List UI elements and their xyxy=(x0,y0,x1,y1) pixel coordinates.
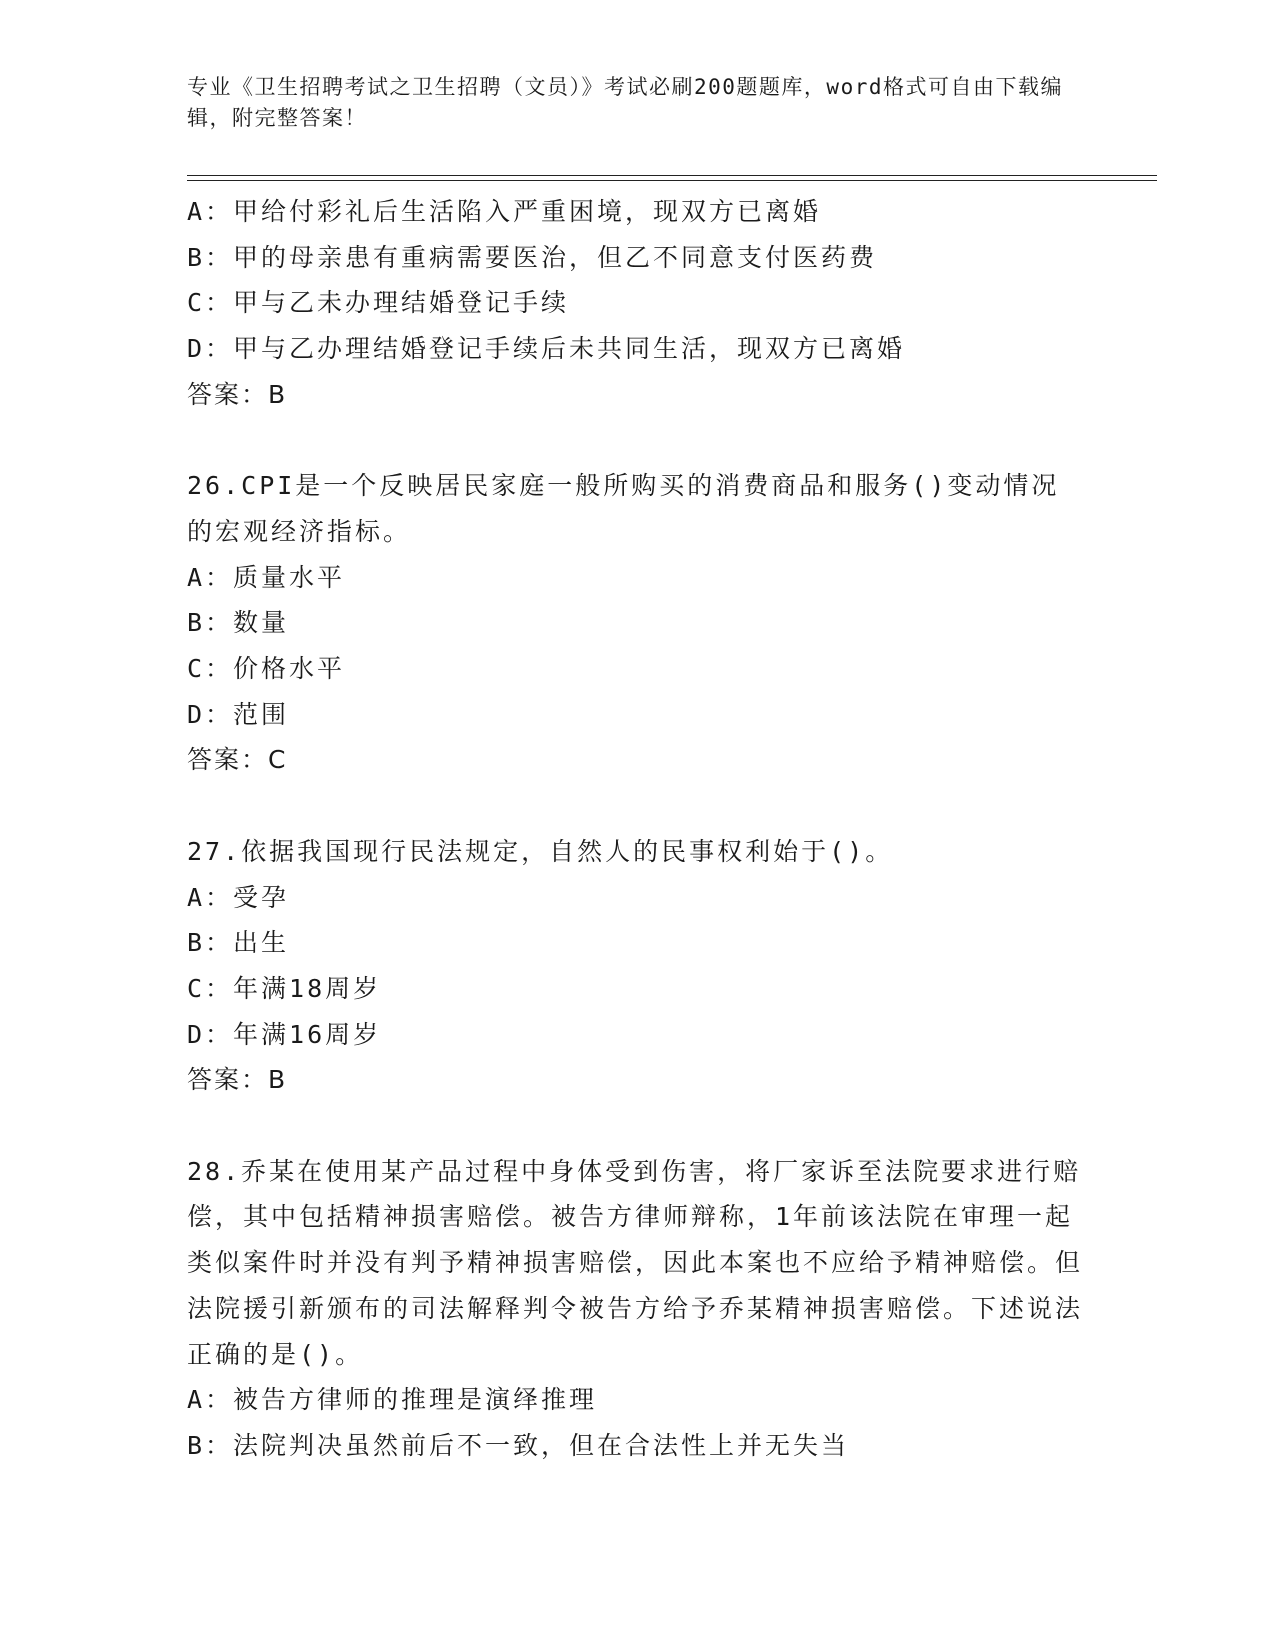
option-d: D：甲与乙办理结婚登记手续后未共同生活，现双方已离婚 xyxy=(187,334,906,364)
question-25-remainder xyxy=(187,189,1087,418)
answer: 答案：C xyxy=(187,745,288,775)
option-b: B：法院判决虽然前后不一致，但在合法性上并无失当 xyxy=(187,1430,850,1460)
question-text: 26.CPI是一个反映居民家庭一般所购买的消费商品和服务()变动情况的宏观经济指标。 xyxy=(187,471,1060,546)
option-d: D：范围 xyxy=(187,699,290,729)
question-28 xyxy=(187,1149,1087,1469)
question-text: 27.依据我国现行民法规定，自然人的民事权利始于()。 xyxy=(187,836,894,866)
option-a: A：受孕 xyxy=(187,882,290,912)
option-a: A：被告方律师的推理是演绎推理 xyxy=(187,1385,598,1415)
header-rule-bottom xyxy=(187,180,1157,181)
option-a: A：甲给付彩礼后生活陷入严重困境，现双方已离婚 xyxy=(187,197,822,226)
option-d: D：年满16周岁 xyxy=(187,1019,382,1049)
option-a: A：质量水平 xyxy=(187,562,346,592)
option-c: C：价格水平 xyxy=(187,654,346,684)
question-text: 28.乔某在使用某产品过程中身体受到伤害，将厂家诉至法院要求进行赔偿，其中包括精神损害赔偿。被告方律师辩称，1年前该法院在审理一起类似案件时并没有判予精神损害赔偿，因此本案也不应给予精神赔偿。但法院援引新颁布的司法解释判令被告方给予乔某精神损害赔偿。下述说法正确的是()。 xyxy=(187,1156,1084,1369)
option-c: C：年满18周岁 xyxy=(187,973,382,1003)
option-b: B：出生 xyxy=(187,928,290,958)
document-header: 专业《卫生招聘考试之卫生招聘（文员）》考试必刷200题题库，word格式可自由下载编辑，附完整答案！ xyxy=(187,75,1063,130)
question-content xyxy=(187,189,1087,1469)
answer: 答案：B xyxy=(187,1065,288,1095)
option-c: C：甲与乙未办理结婚登记手续 xyxy=(187,288,570,318)
option-b: B：甲的母亲患有重病需要医治，但乙不同意支付医药费 xyxy=(187,242,878,272)
header-rule-top xyxy=(187,175,1157,176)
question-26 xyxy=(187,463,1087,783)
question-27 xyxy=(187,829,1087,1103)
option-b: B：数量 xyxy=(187,608,290,638)
answer: 答案：B xyxy=(187,379,288,409)
